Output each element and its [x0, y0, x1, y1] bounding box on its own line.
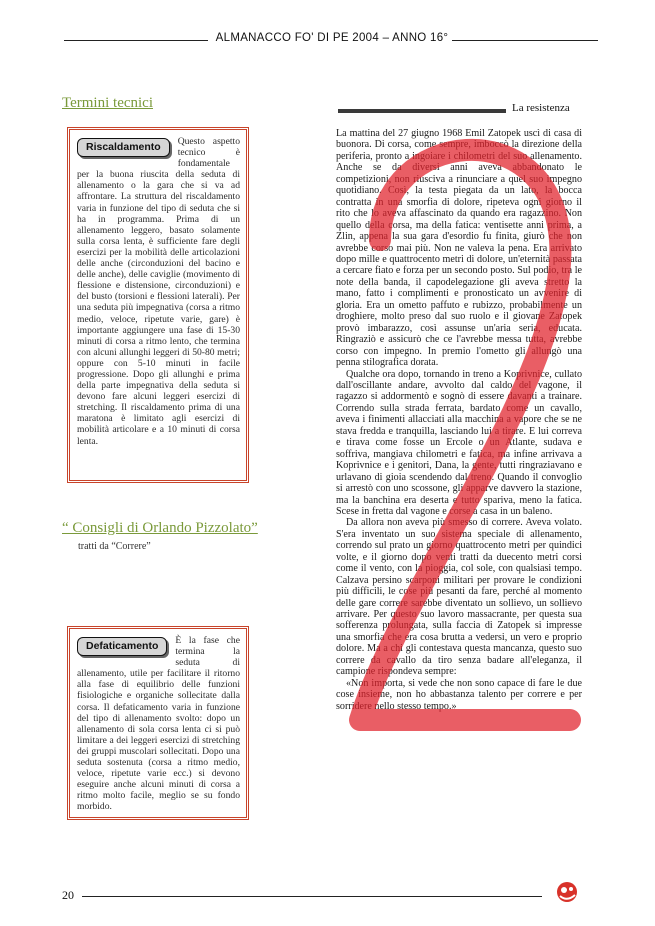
- consigli-title: “ Consigli di Orlando Pizzolato”: [62, 520, 258, 536]
- title-decoration-line: [338, 109, 506, 113]
- defaticamento-box: [67, 626, 249, 820]
- page-number: 20: [62, 888, 74, 902]
- article-paragraph: «Non importa, si vede che non sono capace di fare le due cose insieme, non ho abbastanza talento per correre e per sorridere nello stesso tempo.»: [336, 677, 582, 712]
- header-rule-right: [452, 40, 598, 41]
- section-title-termini-tecnici: Termini tecnici: [62, 95, 153, 111]
- header-title: ALMANACCO FO' DI PE 2004 – ANNO 16°: [215, 32, 449, 44]
- riscaldamento-tag: Riscaldamento: [77, 138, 170, 157]
- header-rule-left: [64, 40, 208, 41]
- article-body: [336, 128, 582, 712]
- defaticamento-tag: Defaticamento: [77, 637, 167, 656]
- article-paragraph: Da allora non aveva più smesso di correre. Aveva volato. S'era inventato un suo sistema speciale di allenamento, correndo sul prato un giorno quattrocento metri per quindici volte, e il giorno dopo venti tratti da duecento metri corsi come il vento, con la pioggia, col sole, con qualsiasi tempo. Calzava persino scarponi militari per provare le condizioni più difficili, le cose più pesanti da fare, perché al momento delle gare correre sarebbe diventato un sollievo, un sollievo arrivare. Per questo suo lavoro massacrante, per questa sua sofferenza prolungata, sulla faccia di Zatopek si impresse una smorfia che era cosa brutta a vedersi, un vero e proprio dolore. Ma a chi gli contestava questa mancanza, questo suo correre da cavallo da tiro senza badare all'eleganza, il campione rispondeva sempre:: [336, 517, 582, 678]
- article-paragraph: Qualche ora dopo, tornando in treno a Koprivnice, cullato dall'oscillante andare, avvolto dal caldo del vagone, il ragazzo si addormentò e sognò di essere davanti a trainare. Correndo sulla strada ferrata, bardato come un cavallo, aveva i finimenti allacciati alla macchina a vapore che se ne stava fredda e tranquilla, lasciando lui a tirare. E lui correva e tirava come fosse un Ercole o un Atlante, sudava e soffriva, mangiava chilometri e fatica, ma infine arrivava a Koprivnice e i genitori, Dana, la gente, tutti ringraziavano e urlavano di gioia scendendo dal treno. Quando il convoglio si arrestò con uno scossone, gli apparve davvero la stazione, ma la banchina era deserta e tutto spariva, meno la fatica. Scese in fretta dal vagone e corse a casa in un baleno.: [336, 368, 582, 517]
- article-paragraph: La mattina del 27 giugno 1968 Emil Zatopek uscì di casa di buonora. Di corsa, come sempre, imboccò la direzione della periferia, pronto a ingoiare i chilometri del suo allenamento. Anche se da diversi anni aveva abbandonato le competizioni, non riusciva a rinunciare a quel suo impegno quotidiano. Così, la testa piegata da un lato, la bocca contratta in una smorfia di dolore, ripeteva ogni giorno il rito che lo aveva affascinato da quando era ragazzino. Non quello della corsa, ma della fatica: ventisette anni prima, a Zlin, appena la sua gara d'esordio fu finita, giurò che non avrebbe corso mai più. Non ne valeva la pena. Era arrivato dopo mille e quattrocento metri di dolore, un'eternità passata a cercare fiato e forza per un secondo posto. Sul podio, tra le note della banda, il capodelegazione gli aveva stretto la mano, fatto i complimenti e pronosticato un avvenire di gloria. Era un ometto paffuto e rubizzo, probabilmente un droghiere, molto preso dal suo ruolo e il giovane Zatopek provò imbarazzo, così assunse un'aria seria, educata. Ringraziò e assicurò che ce l'avrebbe messa tutta, avrebbe corso con impegno. In premio l'ometto gli allungò una penna stilografica dorata.: [336, 128, 582, 369]
- riscaldamento-box: [67, 127, 249, 483]
- consigli-subtitle: tratti da “Correre”: [78, 541, 151, 552]
- runner-logo-icon: [552, 880, 582, 904]
- article-title: La resistenza: [512, 102, 570, 114]
- riscaldamento-text: Questo aspetto tecnico è fondamentale per la buona riuscita della seduta di allenamento o la gara che si va ad affrontare. La struttura del riscaldamento varia in funzione del tipo di seduta che si ha in programma. Prima di un allenamento leggero, basato solamente sulla corsa lenta, è sufficiente fare degli esercizi per la mobilità delle articolazioni delle anche (circonduzioni del bacino e delle anche), delle caviglie (movimento di flessione e distensione, circonduzioni) e del busto (torsioni e flessioni laterali). Per una seduta più impegnativa (corsa a ritmo medio, veloce, ripetute varie, gare) è importante aggiungere una fase di 15-30 minuti di corsa a ritmo lento, che termina con alcuni allunghi leggeri di 50-80 metri; oppure con 5-10 minuti in facile progressione. Dopo gli allunghi e prima della parte impegnativa della seduta si devono fare alcuni leggeri esercizi di stretching. Il riscaldamento prima di una maratona è limitato agli esercizi di mobilità articolare e a 10 minuti di corsa lenta.: [77, 136, 240, 447]
- footer-rule: [82, 896, 542, 897]
- defaticamento-text: È la fase che termina la seduta di allenamento, utile per facilitare il ritorno alla fase di equilibrio delle funzioni fisiologiche e organiche sollecitate dalla corsa. Il defaticamento varia in funzione del tipo di allenamento svolto: dopo un allenamento di sola corsa lenta ci si può limitare a dei leggeri esercizi di stretching dei gruppi muscolari sollecitati. Dopo una seduta sostenuta (corsa a ritmo medio, veloce, ripetute varie ecc.) si devono eseguire anche alcuni minuti di corsa a ritmo molto facile, meglio se su fondo morbido.: [77, 635, 240, 813]
